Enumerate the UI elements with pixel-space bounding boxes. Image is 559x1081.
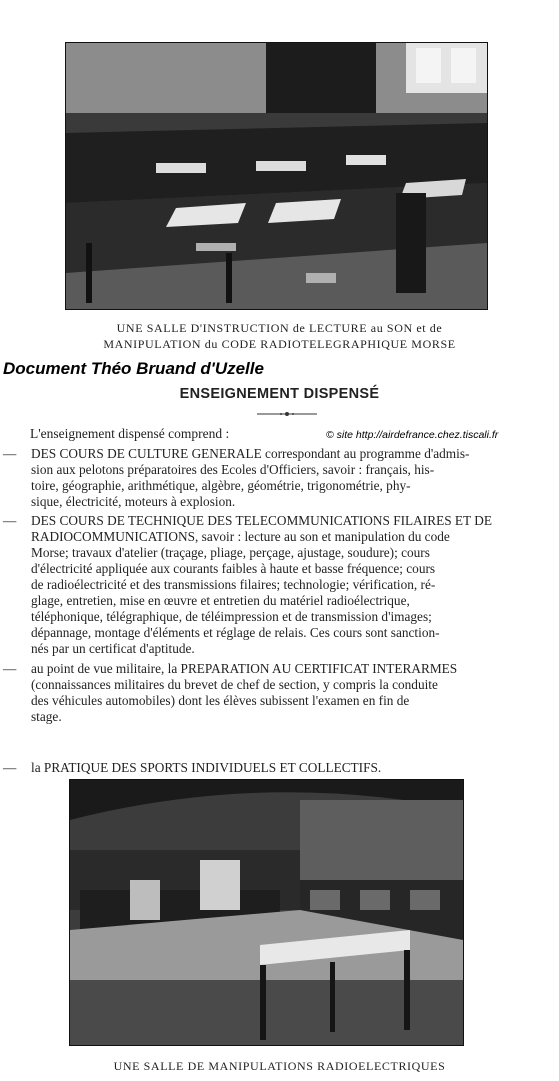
list-item-line: Morse; travaux d'atelier (traçage, pliage, perçage, ajustage, soudure); cours	[31, 545, 430, 560]
list-item-line: des véhicules automobiles) dont les élèves subissent l'examen en fin de	[31, 693, 410, 708]
list-item-line: d'électricité appliquée aux courants faibles à haute et basse fréquence; cours	[31, 561, 436, 576]
site-credit: © site http://airdefrance.chez.tiscali.fr	[326, 429, 499, 441]
list-item-line: dépannage, montage d'éléments et réglage de relais. Ces cours sont sanction-	[31, 625, 440, 640]
list-item-line: téléphonique, télégraphique, de téléimpression et de transmission d'images;	[31, 609, 432, 624]
list-item	[3, 513, 548, 657]
photo-caption-bottom: UNE SALLE DE MANIPULATIONS RADIOELECTRIQUES	[113, 1059, 446, 1073]
list-item-line: la PRATIQUE DES SPORTS INDIVIDUELS ET COLLECTIFS.	[31, 760, 382, 775]
photo-caption-top	[0, 320, 559, 352]
list-item-line: stage.	[31, 709, 62, 724]
photo-morse-classroom	[65, 42, 488, 310]
list-item-line: nés par un certificat d'aptitude.	[31, 641, 195, 656]
list-item-line: sion aux pelotons préparatoires des Ecoles d'Officiers, savoir : français, his-	[31, 462, 435, 477]
photo-caption-top-line1: UNE SALLE D'INSTRUCTION de LECTURE au SON et de	[116, 321, 443, 335]
list-item-line: glage, entretien, mise en œuvre et entretien du matériel radioélectrique,	[31, 593, 410, 608]
list-item-dash: —	[3, 446, 17, 461]
list-item-line: toire, géographie, arithmétique, algèbre, géométrie, trigonométrie, phy-	[31, 478, 411, 493]
photo-radio-room-image	[70, 780, 463, 1045]
title-ornament	[257, 410, 317, 418]
photo-radio-room	[69, 779, 464, 1046]
list-item-line: (connaissances militaires du brevet de chef de section, y compris la conduite	[31, 677, 438, 692]
list-item-line: de radioélectricité et des transmissions filaires; technologie; vérification, ré-	[31, 577, 436, 592]
list-item-dash: —	[3, 513, 17, 528]
document-credit: Document Théo Bruand d'Uzelle	[3, 359, 264, 378]
list-item-dash: —	[3, 760, 17, 775]
list-item	[3, 760, 548, 776]
list-item-line: au point de vue militaire, la PREPARATION AU CERTIFICAT INTERARMES	[31, 661, 458, 676]
photo-caption-top-line2: MANIPULATION du CODE RADIOTELEGRAPHIQUE MORSE	[103, 337, 456, 351]
photo-morse-classroom-image	[66, 43, 487, 309]
list-item-line: RADIOCOMMUNICATIONS, savoir : lecture au son et manipulation du code	[31, 529, 450, 544]
list-item-dash: —	[3, 661, 17, 676]
list-item	[3, 446, 548, 510]
list-item-line: sique, électricité, moteurs à explosion.	[31, 494, 236, 509]
intro-text: L'enseignement dispensé comprend :	[30, 426, 230, 441]
list-item-line: DES COURS DE CULTURE GENERALE correspondant au programme d'admis-	[31, 446, 470, 461]
list-item	[3, 661, 548, 725]
section-title: ENSEIGNEMENT DISPENSÉ	[179, 386, 380, 402]
list-item-line: DES COURS DE TECHNIQUE DES TELECOMMUNICATIONS FILAIRES ET DE	[31, 513, 492, 528]
